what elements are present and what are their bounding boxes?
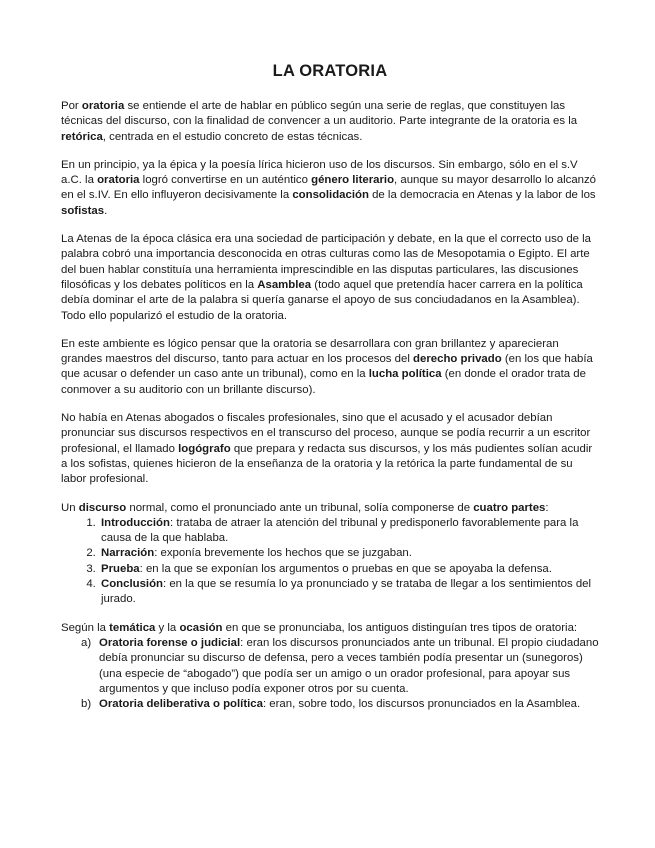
list-item: [61, 636, 599, 697]
bold-term: Narración: [101, 547, 155, 560]
paragraph-origins: [61, 158, 599, 219]
paragraph-athens: [61, 232, 599, 324]
bold-term: oratoria: [81, 100, 125, 112]
bold-term: Conclusión: [101, 578, 164, 591]
text-run: Un: [61, 501, 79, 514]
text-run: Por: [61, 100, 82, 112]
text-run: En un principio, ya la épica y la poesía lírica hicieron uso de los discursos. Sin embargo, sólo en el s.V a.C. la: [61, 158, 578, 187]
text-run: La Atenas de la época clásica era una sociedad de participación y debate, en la que el correcto uso de la palabra cobró una importancia desconocida en otras culturas como las de Mesopotamia o Egipto. El arte del buen hablar constituía una herramienta imprescindible en las disputas particulares, las discusiones filosóficas y los debates políticos en la: [61, 233, 592, 291]
text-run: : en la que se resumía lo ya pronunciado y se trataba de llegar a los sentimientos del jurado.: [101, 578, 592, 606]
list-marker: b): [81, 698, 92, 711]
text-run: de la democracia en Atenas y la labor de los: [368, 189, 596, 202]
text-run: : exponía brevemente los hechos que se juzgaban.: [154, 547, 412, 560]
text-run: .: [104, 204, 108, 217]
text-run: (todo aquel que pretendía hacer carrera en la política debía dominar el arte de la palabra si quería ganarse el apoyo de sus conciudadanos en la Asamblea). Todo ello popularizó el estudio de la oratoria.: [61, 278, 583, 322]
text-run: (en los que había que acusar o defender un caso ante un tribunal), como en la: [61, 353, 593, 381]
discourse-parts-list: [61, 516, 599, 608]
bold-term: ocasión: [179, 621, 223, 634]
oratory-types-list: [61, 636, 599, 712]
paragraph-definition: [61, 99, 599, 145]
paragraph-discourse-parts: [61, 501, 599, 516]
paragraph-logographer: [61, 411, 599, 487]
text-run: : trataba de atraer la atención del tribunal y predisponerlo favorablemente para la causa de la que hablaba.: [101, 516, 579, 545]
bold-term: sofistas: [61, 204, 105, 217]
text-run: : eran los discursos pronunciados ante un tribunal. El propio ciudadano debía pronunciar su discurso de defensa, pero a veces también podía presentar un (sunegoros) (una especie de “abogado”) que podía ser un amigo o un orador profesional, para apoyar sus argumentos y que incluso podía exponer otros por su cuenta.: [99, 636, 599, 695]
text-run: :: [545, 501, 549, 514]
bold-term: Oratoria deliberativa o política: [99, 698, 263, 711]
list-item-text: [99, 637, 599, 695]
text-run: , centrada en el estudio concreto de estas técnicas.: [102, 130, 363, 143]
text-run: normal, como el pronunciado ante un tribunal, solía componerse de: [126, 501, 474, 514]
bold-term: Prueba: [101, 562, 140, 575]
document-title: LA ORATORIA: [272, 62, 388, 80]
bold-term: lucha política: [368, 368, 442, 381]
list-item-text: [99, 698, 580, 710]
bold-term: cuatro partes: [473, 501, 546, 514]
text-run: No había en Atenas abogados o fiscales profesionales, sino que el acusado y el acusador debían pronunciar sus discursos respectivos en el transcurso del proceso, aunque se podía recurrir a un escritor profesional, el llamado: [61, 412, 591, 455]
bold-term: logógrafo: [178, 442, 231, 455]
list-item: [99, 562, 599, 577]
text-run: que prepara y redacta sus discursos, y los más pudientes solían acudir a los sofistas, quienes hicieron de la enseñanza de la oratoria y la retórica la parte fundamental de su labor profesional.: [61, 442, 593, 486]
text-run: y la: [155, 621, 180, 634]
list-marker: a): [81, 636, 92, 649]
list-item: [99, 516, 599, 547]
text-run: En este ambiente es lógico pensar que la oratoria se desarrollara con gran brillantez y aparecieran grandes maestros del discurso, tanto para actuar en los procesos del: [61, 337, 559, 366]
bold-term: género literario: [311, 174, 395, 187]
bold-term: oratoria: [97, 174, 140, 187]
bold-term: discurso: [78, 501, 127, 514]
text-run: logró convertirse en un auténtico: [139, 174, 312, 187]
bold-term: Oratoria forense o judicial: [99, 636, 241, 649]
list-item: [99, 577, 599, 608]
bold-term: retórica: [61, 130, 103, 143]
text-run: : en la que se exponían los argumentos o pruebas en que se apoyaba la defensa.: [139, 562, 552, 575]
text-run: en que se pronunciaba, los antiguos distinguían tres tipos de oratoria:: [222, 621, 578, 634]
text-run: se entiende el arte de hablar en público según una serie de reglas, que constituyen las técnicas del discurso, con la finalidad de convencer a un auditorio. Parte integrante de la oratoria es la: [61, 100, 578, 128]
bold-term: consolidación: [292, 189, 369, 202]
text-run: Según la: [61, 621, 110, 634]
text-run: , aunque su mayor desarrollo lo alcanzó en el s.IV. En ello influyeron decisivamente la: [61, 174, 597, 202]
paragraph-environment: [61, 337, 599, 398]
bold-term: temática: [109, 621, 156, 634]
paragraph-types-intro: [61, 621, 599, 636]
bold-term: Asamblea: [257, 278, 312, 291]
list-item: [99, 546, 599, 561]
text-run: (en donde el orador trata de conmover a su auditorio con un brillante discurso).: [61, 368, 586, 396]
bold-term: derecho privado: [413, 353, 502, 366]
bold-term: Introducción: [101, 516, 170, 529]
list-item: [61, 697, 599, 712]
text-run: : eran, sobre todo, los discursos pronunciados en la Asamblea.: [262, 698, 581, 711]
